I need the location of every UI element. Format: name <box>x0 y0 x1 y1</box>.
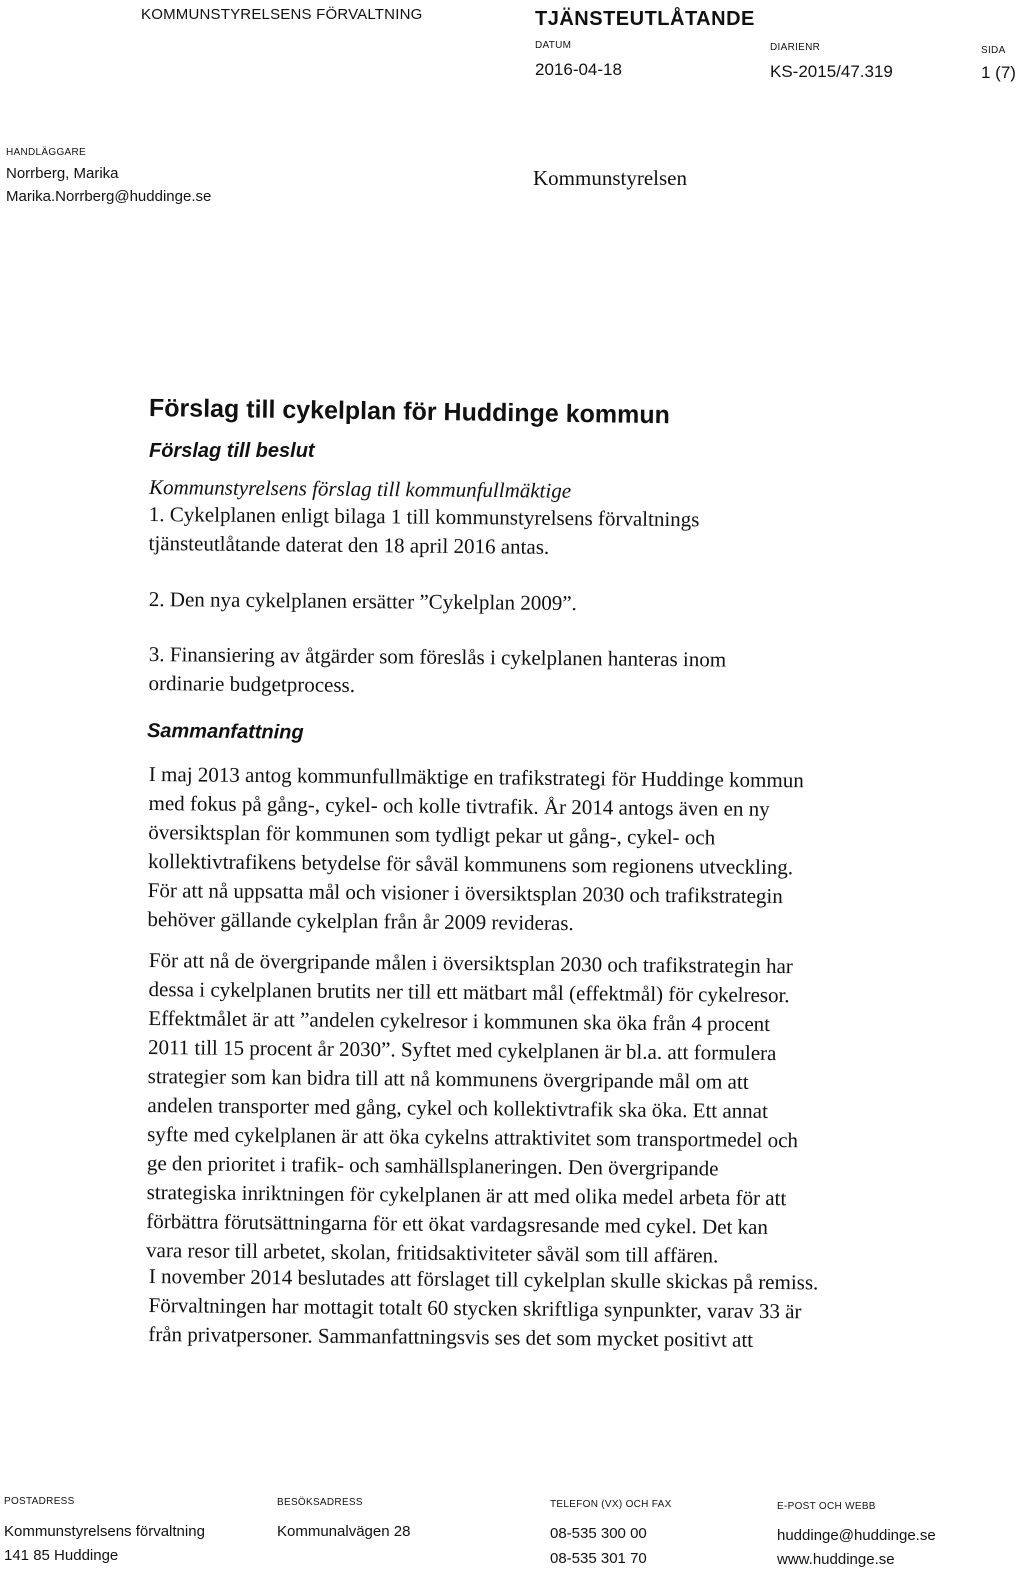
text-line: För att nå uppsatta mål och visioner i översiktsplan 2030 och trafikstrategin <box>147 877 783 909</box>
summary-paragraph-3 <box>148 1262 869 1356</box>
reg-no-label: DIARIENR <box>770 42 821 53</box>
text-line: Förvaltningen har mottagit totalt 60 stycken skriftliga synpunkter, varav 33 är <box>148 1292 802 1324</box>
document-type: TJÄNSTEUTLÅTANDE <box>535 8 755 30</box>
summary-heading: Sammanfattning <box>146 720 304 744</box>
text-line: För att nå de övergripande målen i översiktsplan 2030 och trafikstrategin har <box>148 947 793 979</box>
text-line: dessa i cykelplanen brutits ner till ett mätbart mål (effektmål) för cykelresor. <box>148 976 790 1008</box>
page-number: 1 (7) <box>981 63 1016 82</box>
decision-item-3 <box>148 640 869 705</box>
visit-address-line-1: Kommunalvägen 28 <box>277 1523 411 1540</box>
decision-item-2 <box>149 585 869 621</box>
date-value: 2016-04-18 <box>535 60 622 79</box>
text-line: behöver gällande cykelplan från år 2009 revideras. <box>147 906 574 936</box>
text-line: ge den prioritet i trafik- och samhällsplaneringen. Den övergripande <box>146 1150 719 1181</box>
document-title: Förslag till cykelplan för Huddinge kommun <box>148 394 671 430</box>
decision-item-1 <box>148 500 869 565</box>
date-label: DATUM <box>535 40 572 51</box>
handler-email: Marika.Norrberg@huddinge.se <box>6 188 212 205</box>
text-line: kollektivtrafikens betydelse för såväl kommunens som regionens utveckling. <box>147 848 794 880</box>
decision-subheading: Kommunstyrelsens förslag till kommunfullmäktige <box>148 475 572 503</box>
decision-heading: Förslag till beslut <box>149 440 315 462</box>
email-web-label: E-POST OCH WEBB <box>777 1501 876 1512</box>
phone-number: 08-535 300 00 <box>550 1525 647 1542</box>
text-line: ordinarie budgetprocess. <box>148 670 356 697</box>
reg-no-value: KS-2015/47.319 <box>770 62 893 81</box>
text-line: 3. Finansiering av åtgärder som föreslås i cykelplanen hanteras inom <box>148 641 727 672</box>
summary-paragraph-2 <box>146 946 869 1272</box>
text-line: med fokus på gång-, cykel- och kolle tivtrafik. År 2014 antogs även en ny <box>148 790 770 821</box>
text-line: strategiska inriktningen för cykelplanen är att med olika medel arbeta för att <box>146 1179 787 1211</box>
fax-number: 08-535 301 70 <box>550 1550 647 1567</box>
phone-fax-label: TELEFON (VX) OCH FAX <box>550 1499 672 1510</box>
handler-name: Norrberg, Marika <box>6 165 119 182</box>
text-line: tjänsteutlåtande daterat den 18 april 2016 antas. <box>148 530 550 559</box>
text-line: Effektmålet är att ”andelen cykelresor i kommunen ska öka från 4 procent <box>148 1005 771 1036</box>
text-line: strategier som kan bidra till att nå kommunens övergripande mål om att <box>147 1063 749 1094</box>
text-line: I maj 2013 antog kommunfullmäktige en trafikstrategi för Huddinge kommun <box>148 761 804 793</box>
postal-address-line-2: 141 85 Huddinge <box>4 1547 119 1564</box>
handler-label: HANDLÄGGARE <box>6 147 86 158</box>
text-line: från privatpersoner. Sammanfattningsvis ses det som mycket positivt att <box>148 1321 754 1352</box>
text-line: syfte med cykelplanen är att öka cykelns attraktivitet som transportmedel och <box>147 1121 799 1153</box>
postal-address-label: POSTADRESS <box>4 1496 75 1507</box>
page-label: SIDA <box>981 45 1006 56</box>
contact-email: huddinge@huddinge.se <box>777 1527 936 1544</box>
text-line: 2011 till 15 procent år 2030”. Syftet med cykelplanen är bl.a. att formulera <box>147 1034 777 1066</box>
text-line: 1. Cykelplanen enligt bilaga 1 till kommunstyrelsens förvaltnings <box>148 501 700 532</box>
summary-paragraph-1 <box>147 760 869 941</box>
recipient: Kommunstyrelsen <box>533 166 687 190</box>
organization-name: KOMMUNSTYRELSENS FÖRVALTNING <box>141 6 423 23</box>
text-line: I november 2014 beslutades att förslaget till cykelplan skulle skickas på remiss. <box>148 1263 819 1295</box>
website: www.huddinge.se <box>777 1551 895 1568</box>
text-line: andelen transporter med gång, cykel och kollektivtrafik ska öka. Ett annat <box>147 1092 769 1123</box>
postal-address-line-1: Kommunstyrelsens förvaltning <box>4 1523 205 1540</box>
text-line: vara resor till arbetet, skolan, fritidsaktiviteter såväl som till affären. <box>145 1237 719 1268</box>
text-line: översiktsplan för kommunen som tydligt pekar ut gång-, cykel- och <box>148 819 716 850</box>
text-line: 2. Den nya cykelplanen ersätter ”Cykelplan 2009”. <box>148 586 577 616</box>
visit-address-label: BESÖKSADRESS <box>277 1497 363 1508</box>
text-line: förbättra förutsättningarna för ett ökat vardagsresande med cykel. Det kan <box>146 1208 769 1239</box>
